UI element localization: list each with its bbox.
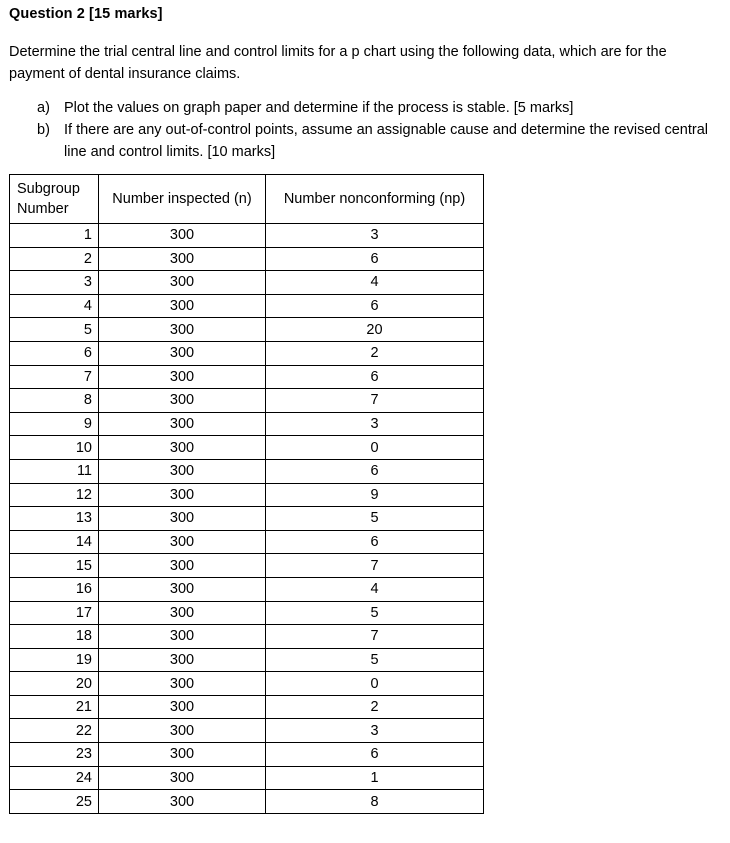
cell-number-nonconforming: 20: [266, 318, 484, 342]
header-number-nonconforming: Number nonconforming (np): [266, 175, 484, 224]
table-row: [10, 294, 484, 318]
table-row: [10, 766, 484, 790]
cell-subgroup: 23: [10, 743, 99, 767]
cell-subgroup: 2: [10, 247, 99, 271]
cell-number-nonconforming: 6: [266, 530, 484, 554]
cell-number-inspected: 300: [99, 766, 266, 790]
cell-number-nonconforming: 2: [266, 341, 484, 365]
table-row: [10, 507, 484, 531]
header-subgroup-line-2: Number: [17, 201, 69, 217]
cell-number-inspected: 300: [99, 412, 266, 436]
table-row: [10, 247, 484, 271]
cell-subgroup: 9: [10, 412, 99, 436]
cell-number-nonconforming: 3: [266, 412, 484, 436]
cell-subgroup: 3: [10, 271, 99, 295]
cell-subgroup: 17: [10, 601, 99, 625]
cell-number-inspected: 300: [99, 483, 266, 507]
cell-number-nonconforming: 4: [266, 577, 484, 601]
cell-number-nonconforming: 4: [266, 271, 484, 295]
table-row: [10, 625, 484, 649]
cell-number-nonconforming: 7: [266, 554, 484, 578]
cell-subgroup: 16: [10, 577, 99, 601]
cell-number-nonconforming: 5: [266, 601, 484, 625]
cell-number-nonconforming: 3: [266, 719, 484, 743]
cell-number-nonconforming: 2: [266, 695, 484, 719]
table-row: [10, 648, 484, 672]
table-row: [10, 483, 484, 507]
cell-subgroup: 13: [10, 507, 99, 531]
cell-subgroup: 24: [10, 766, 99, 790]
part-b: [37, 119, 717, 163]
cell-number-inspected: 300: [99, 530, 266, 554]
table-row: [10, 365, 484, 389]
cell-number-nonconforming: 1: [266, 766, 484, 790]
cell-subgroup: 18: [10, 625, 99, 649]
cell-number-inspected: 300: [99, 507, 266, 531]
cell-subgroup: 7: [10, 365, 99, 389]
cell-number-inspected: 300: [99, 341, 266, 365]
cell-number-inspected: 300: [99, 436, 266, 460]
cell-number-inspected: 300: [99, 294, 266, 318]
cell-number-inspected: 300: [99, 625, 266, 649]
question-intro: [9, 41, 725, 85]
cell-subgroup: 25: [10, 790, 99, 814]
cell-subgroup: 19: [10, 648, 99, 672]
table-header-row: [10, 175, 484, 224]
cell-number-nonconforming: 9: [266, 483, 484, 507]
part-b-marker: b): [37, 122, 50, 138]
cell-number-inspected: 300: [99, 365, 266, 389]
cell-number-nonconforming: 0: [266, 672, 484, 696]
cell-number-nonconforming: 6: [266, 294, 484, 318]
cell-number-inspected: 300: [99, 790, 266, 814]
cell-subgroup: 11: [10, 459, 99, 483]
cell-number-inspected: 300: [99, 224, 266, 248]
cell-subgroup: 20: [10, 672, 99, 696]
header-number-inspected: Number inspected (n): [99, 175, 266, 224]
cell-subgroup: 21: [10, 695, 99, 719]
cell-number-inspected: 300: [99, 601, 266, 625]
cell-number-inspected: 300: [99, 719, 266, 743]
cell-number-inspected: 300: [99, 577, 266, 601]
cell-subgroup: 14: [10, 530, 99, 554]
cell-number-nonconforming: 3: [266, 224, 484, 248]
part-a-marker: a): [37, 100, 50, 116]
cell-number-inspected: 300: [99, 459, 266, 483]
question-heading: Question 2 [15 marks]: [9, 6, 163, 22]
cell-subgroup: 6: [10, 341, 99, 365]
cell-number-nonconforming: 5: [266, 648, 484, 672]
cell-subgroup: 1: [10, 224, 99, 248]
table-row: [10, 224, 484, 248]
header-subgroup-line-1: Subgroup: [17, 181, 80, 197]
cell-number-nonconforming: 6: [266, 365, 484, 389]
table-row: [10, 459, 484, 483]
intro-line-1: Determine the trial central line and control limits for a p chart using the following data, which are for the: [9, 44, 667, 60]
cell-number-nonconforming: 7: [266, 625, 484, 649]
header-subgroup-number: [10, 175, 99, 224]
intro-line-2: payment of dental insurance claims.: [9, 66, 241, 82]
cell-number-nonconforming: 5: [266, 507, 484, 531]
cell-subgroup: 15: [10, 554, 99, 578]
cell-number-inspected: 300: [99, 271, 266, 295]
cell-number-inspected: 300: [99, 318, 266, 342]
cell-number-nonconforming: 6: [266, 247, 484, 271]
cell-subgroup: 8: [10, 389, 99, 413]
table-row: [10, 389, 484, 413]
cell-number-nonconforming: 8: [266, 790, 484, 814]
table-body: [10, 224, 484, 814]
cell-number-inspected: 300: [99, 672, 266, 696]
table-row: [10, 577, 484, 601]
cell-number-inspected: 300: [99, 554, 266, 578]
table-row: [10, 790, 484, 814]
part-b-text: If there are any out-of-control points, assume an assignable cause and determine the revised central line and control limits. [10 marks]: [64, 122, 709, 160]
data-table: [9, 174, 484, 814]
table-row: [10, 271, 484, 295]
cell-number-nonconforming: 6: [266, 459, 484, 483]
table-row: [10, 695, 484, 719]
table-row: [10, 554, 484, 578]
cell-number-nonconforming: 0: [266, 436, 484, 460]
cell-number-nonconforming: 6: [266, 743, 484, 767]
table-row: [10, 743, 484, 767]
table-row: [10, 412, 484, 436]
table-row: [10, 341, 484, 365]
question-parts: [37, 97, 717, 163]
cell-number-nonconforming: 7: [266, 389, 484, 413]
cell-number-inspected: 300: [99, 247, 266, 271]
cell-subgroup: 5: [10, 318, 99, 342]
cell-number-inspected: 300: [99, 695, 266, 719]
part-a: [37, 97, 717, 119]
table-row: [10, 530, 484, 554]
cell-subgroup: 10: [10, 436, 99, 460]
cell-subgroup: 12: [10, 483, 99, 507]
table-row: [10, 672, 484, 696]
table-row: [10, 436, 484, 460]
cell-subgroup: 22: [10, 719, 99, 743]
table-row: [10, 601, 484, 625]
cell-number-inspected: 300: [99, 743, 266, 767]
part-a-text: Plot the values on graph paper and determine if the process is stable. [5 marks]: [64, 100, 574, 116]
table-row: [10, 719, 484, 743]
cell-number-inspected: 300: [99, 389, 266, 413]
cell-subgroup: 4: [10, 294, 99, 318]
table-row: [10, 318, 484, 342]
cell-number-inspected: 300: [99, 648, 266, 672]
